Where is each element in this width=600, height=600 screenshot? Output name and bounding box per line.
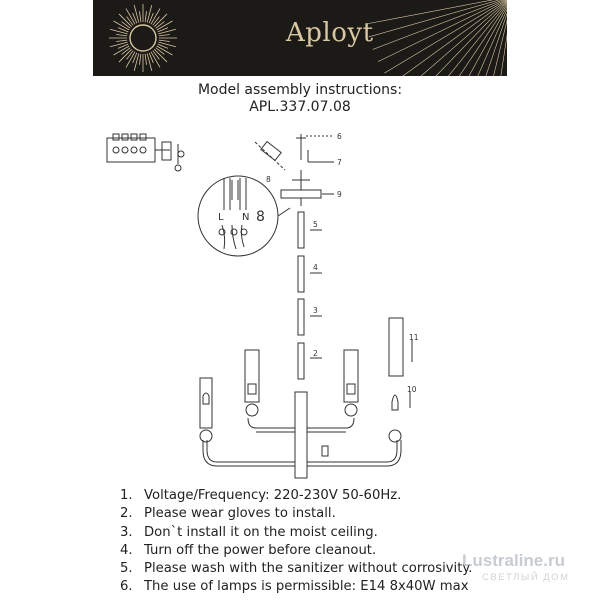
callout-6: 6 (337, 132, 342, 141)
watermark-subtext: СВЕТЛЫЙ ДОМ (482, 572, 570, 583)
instructions-list (120, 487, 473, 597)
callout-10: 10 (407, 385, 417, 394)
instruction-item: 1. Voltage/Frequency: 220-230V 50-60Hz. (120, 488, 402, 503)
brand-banner (93, 0, 507, 76)
callout-7: 7 (337, 158, 342, 167)
instruction-item: 3. Don`t install it on the moist ceiling. (120, 524, 378, 540)
callout-3: 3 (313, 306, 318, 315)
neutral-label: N (242, 212, 250, 223)
callout-8: 8 (266, 175, 271, 184)
callout-2: 2 (313, 349, 318, 358)
ceiling-mount (255, 134, 334, 206)
callout-11: 11 (409, 333, 419, 342)
live-label: L (218, 212, 224, 223)
callout-4: 4 (313, 263, 318, 272)
watermark-text: Lustraline.ru (462, 551, 565, 570)
chandelier-body (203, 392, 401, 478)
instruction-item: 2. Please wear gloves to install. (120, 506, 336, 522)
instruction-item: 6. The use of lamps is permissible: E14 8x40W max (120, 579, 469, 595)
lamp-shade-1 (200, 378, 212, 442)
down-rod (298, 212, 322, 379)
instruction-item: 5. Please wash with the sanitizer without corrosivity. (120, 561, 473, 577)
instruction-item: 4. Turn off the power before cleanout. (120, 542, 377, 558)
model-number: APL.337.07.08 (249, 99, 351, 115)
assembly-diagram (0, 118, 600, 480)
lamp-shade-3 (344, 350, 358, 416)
callout-5: 5 (313, 220, 318, 229)
callout-9: 9 (337, 190, 342, 199)
brand-logo: Aployt (286, 18, 374, 48)
lamp-shade-2 (245, 350, 259, 416)
page-title: Model assembly instructions: (197, 82, 403, 98)
part-label: 8 (256, 209, 265, 225)
terminal-block (107, 134, 184, 171)
